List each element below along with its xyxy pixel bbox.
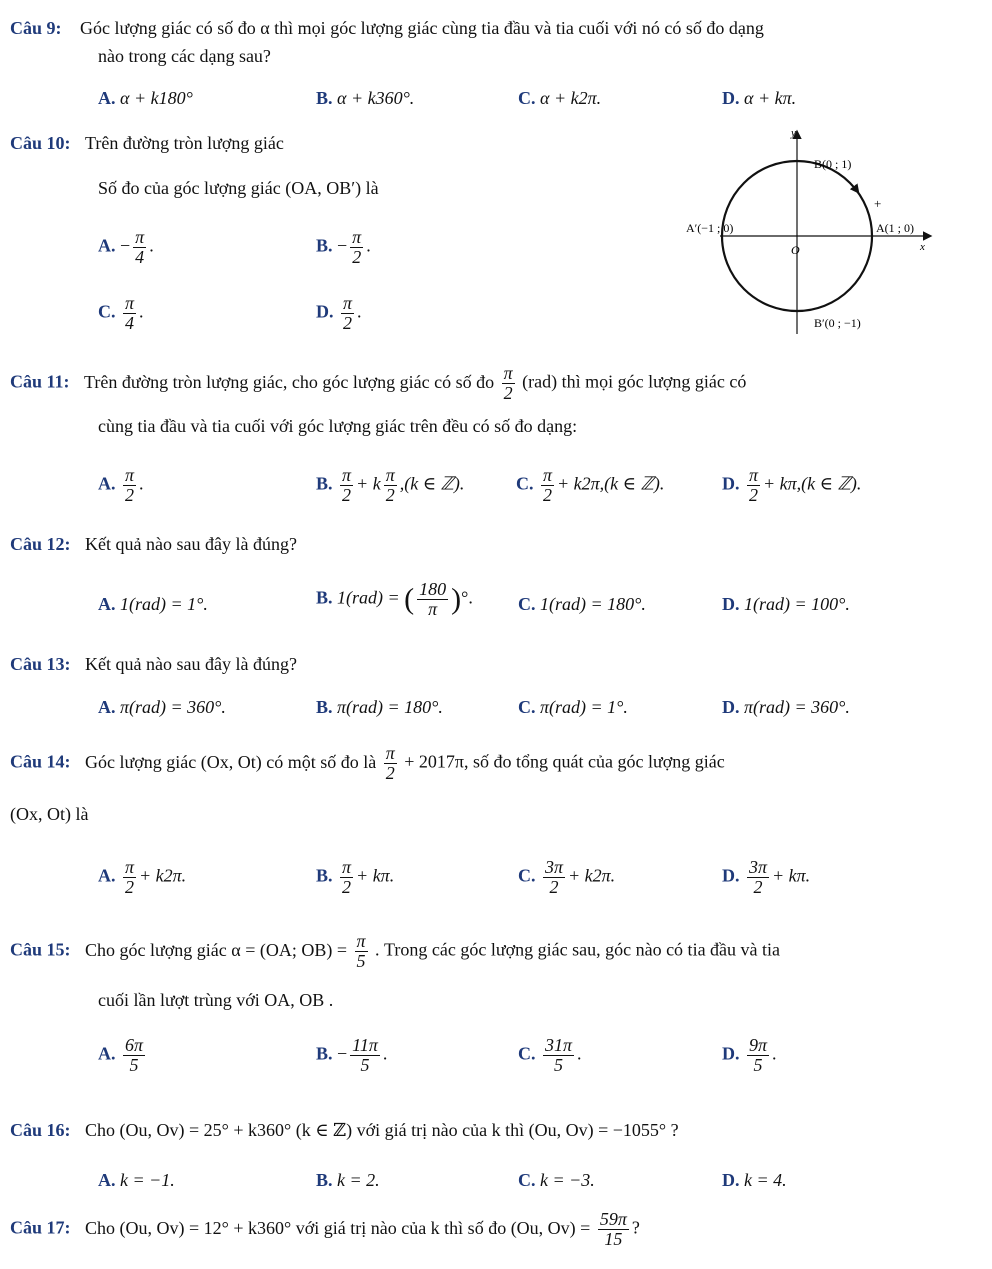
q14-stem: Câu 14: Góc lượng giác (Ox, Ot) có một số đo là $\frac{\pi}{2}$ + 2017π, số đo tổng quát của góc lượng giác (10, 743, 725, 783)
q12-option-a[interactable]: A. 1(rad) = 1°. (98, 594, 208, 614)
q9-option-b[interactable]: B. α + k360°. (316, 88, 415, 108)
point-a-prime-label: A′(−1 ; 0) (686, 221, 734, 235)
q11-stem: Câu 11: Trên đường tròn lượng giác, cho góc lượng giác có số đo $\frac{\pi}{2}$ (rad) thì mọi góc lượng giác có (10, 363, 747, 403)
q9-text: Góc lượng giác có số đo α thì mọi góc lượng giác cùng tia đầu và tia cuối với nó có số đo dạng (80, 18, 764, 38)
q16-option-b[interactable]: B. k = 2. (316, 1170, 380, 1190)
q14-option-b[interactable]: B. $\frac{\pi}{2}$ + kπ. (316, 857, 395, 897)
q15-option-d[interactable]: D. $\frac{9\pi}{5}$ . (722, 1035, 777, 1075)
q15-option-a[interactable]: A. $\frac{6\pi}{5}$ (98, 1035, 144, 1075)
q16-option-a[interactable]: A. k = −1. (98, 1170, 175, 1190)
q14-option-c[interactable]: C. $\frac{3\pi}{2}$ + k2π. (518, 857, 616, 897)
q13-stem: Câu 13: Kết quả nào sau đây là đúng? (10, 654, 297, 674)
q16-option-c[interactable]: C. k = −3. (518, 1170, 595, 1190)
q15-stem: Câu 15: Cho góc lượng giác α = (OA; OB) = $\frac{\pi}{5}$ . Trong các góc lượng giác sau, góc nào có tia đầu và tia (10, 931, 781, 971)
q9-text2: nào trong các dạng sau? (98, 46, 271, 66)
q12-option-d[interactable]: D. 1(rad) = 100°. (722, 594, 850, 614)
q10-stem (10, 133, 284, 154)
q13-option-c[interactable]: C. π(rad) = 1°. (518, 697, 628, 717)
q13-label: Câu 13: (10, 654, 71, 674)
q15-label: Câu 15: (10, 939, 71, 960)
q11-option-a[interactable]: A. $\frac{\pi}{2}$ . (98, 465, 144, 505)
point-a-label: A(1 ; 0) (876, 221, 914, 235)
q15-option-b[interactable]: B. − $\frac{11\pi}{5}$ . (316, 1035, 388, 1075)
q16-stem: Câu 16: Cho (Ou, Ov) = 25° + k360° (k ∈ ℤ) với giá trị nào của k thì (Ou, Ov) = −1055° ? (10, 1120, 679, 1140)
unit-circle-figure (680, 122, 940, 342)
q10-label: Câu 10: (10, 133, 71, 153)
q12-stem: Câu 12: Kết quả nào sau đây là đúng? (10, 534, 297, 554)
q15-option-c[interactable]: C. $\frac{31\pi}{5}$ . (518, 1035, 582, 1075)
q12-option-c[interactable]: C. 1(rad) = 180°. (518, 594, 646, 614)
q14-option-a[interactable]: A. $\frac{\pi}{2}$ + k2π. (98, 857, 187, 897)
q11-option-c[interactable]: C. $\frac{\pi}{2}$ + k2π,(k ∈ ℤ). (516, 465, 665, 505)
positive-direction-sign: + (874, 196, 882, 211)
q17-label: Câu 17: (10, 1217, 71, 1238)
q12-option-b[interactable]: B. 1(rad) = ( $\frac{180}{\pi}$ )°. (316, 579, 473, 619)
q10-text: Trên đường tròn lượng giác (85, 133, 284, 153)
q9-label: Câu 9: (10, 18, 62, 38)
q10-option-b[interactable]: B. − $\frac{\pi}{2}$ . (316, 227, 371, 267)
origin-label: O (791, 243, 800, 257)
q12-label: Câu 12: (10, 534, 71, 554)
q10-option-a[interactable]: A. − $\frac{\pi}{4}$ . (98, 227, 154, 267)
q11-option-d[interactable]: D. $\frac{\pi}{2}$ + kπ,(k ∈ ℤ). (722, 465, 862, 505)
orientation-arrow (852, 185, 858, 192)
q16-label: Câu 16: (10, 1120, 71, 1140)
q9-stem (10, 18, 764, 39)
q17-stem: Câu 17: Cho (Ou, Ov) = 12° + k360° với giá trị nào của k thì số đo (Ou, Ov) = $\frac{59\pi}{15}$ ? (10, 1209, 640, 1249)
point-b-prime-label: B′(0 ; −1) (814, 316, 861, 330)
point-b-label: B(0 ; 1) (814, 157, 852, 171)
q9-option-c[interactable]: C. α + k2π. (518, 88, 602, 108)
q15-text2: cuối lần lượt trùng với OA, OB . (98, 990, 334, 1010)
q14-label: Câu 14: (10, 751, 71, 772)
q10-option-c[interactable]: C. $\frac{\pi}{4}$ . (98, 293, 144, 333)
q11-text2: cùng tia đầu và tia cuối với góc lượng giác trên đều có số đo dạng: (98, 416, 578, 436)
q14-option-d[interactable]: D. $\frac{3\pi}{2}$ + kπ. (722, 857, 811, 897)
q13-option-d[interactable]: D. π(rad) = 360°. (722, 697, 850, 717)
q9-option-d[interactable]: D. α + kπ. (722, 88, 797, 108)
q13-option-a[interactable]: A. π(rad) = 360°. (98, 697, 226, 717)
q14-text2: (Ox, Ot) là (10, 804, 89, 824)
x-axis-label: x (920, 241, 925, 253)
y-axis-label: y (791, 127, 796, 139)
q16-option-d[interactable]: D. k = 4. (722, 1170, 787, 1190)
q9-option-a[interactable]: A. α + k180° (98, 88, 193, 108)
q11-option-b[interactable]: B. $\frac{\pi}{2}$ + k $\frac{\pi}{2}$ ,(k ∈ ℤ). (316, 465, 465, 505)
q13-option-b[interactable]: B. π(rad) = 180°. (316, 697, 443, 717)
q10-text2: Số đo của góc lượng giác (OA, OB′) là (98, 178, 379, 198)
q11-label: Câu 11: (10, 371, 70, 392)
q10-option-d[interactable]: D. $\frac{\pi}{2}$ . (316, 293, 362, 333)
